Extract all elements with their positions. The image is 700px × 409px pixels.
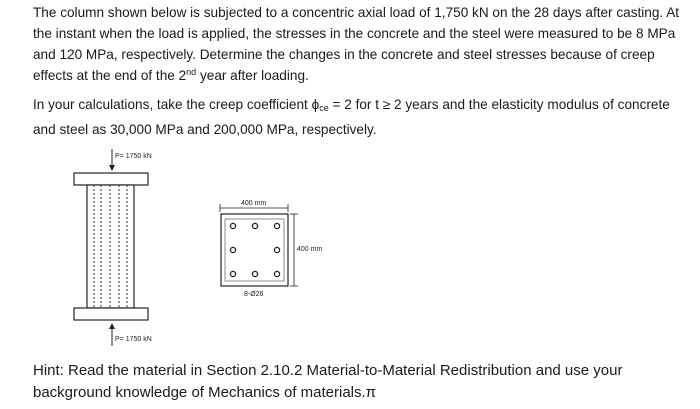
column-figure [0, 140, 700, 355]
phi-symbol: ϕ [311, 97, 320, 112]
rebar [230, 271, 235, 276]
rebar [230, 247, 235, 252]
width-label: 400 mm [241, 200, 267, 207]
phi-subscript: ce [319, 103, 329, 113]
hint-text: Hint: Read the material in Section 2.10.2 Material-to-Material Redistribution and use your background knowledge of Mechanics of materials.π [33, 362, 623, 401]
top-plate [74, 173, 148, 185]
bottom-plate [74, 308, 148, 320]
rebar [274, 271, 279, 276]
rebar [274, 247, 279, 252]
rebar [252, 223, 257, 228]
bottom-load-label: P= 1750 kN [115, 336, 152, 343]
top-load-label: P= 1750 kN [115, 153, 152, 160]
given-values: In your calculations, take the creep coefficient $\phi_{ce} = 2$ for t ≥ 2 years and the elasticity modulus of concrete and steel as 30,000 MPa and 200,000 MPa, respectively. [33, 97, 670, 137]
rebar [252, 271, 257, 276]
height-label: 400 mm [297, 246, 323, 253]
rebar [230, 223, 235, 228]
problem-statement: The column shown below is subjected to a concentric axial load of 1,750 kN on the 28 days after casting. At the instant when the load is applied, the stresses in the concrete and the steel were measured to be 8 MPa and 120 MPa, respectively. Determine the changes in the concrete and steel stresses because of creep effects at the end of the 2nd year after loading. [33, 5, 680, 83]
rebar [274, 223, 279, 228]
rebar-label: 8-Ø26 [244, 291, 264, 298]
